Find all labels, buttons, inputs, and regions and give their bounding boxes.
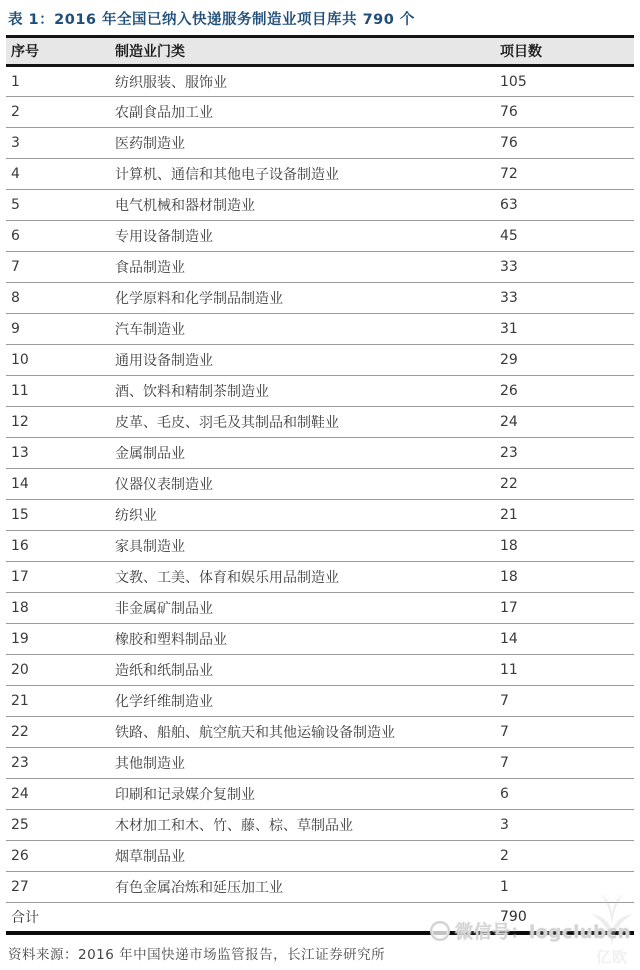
row-index: 16 <box>6 531 105 562</box>
project-count: 105 <box>490 66 634 97</box>
table-row <box>6 376 634 407</box>
industry-name: 仪器仪表制造业 <box>105 469 490 500</box>
row-index: 13 <box>6 438 105 469</box>
row-index: 24 <box>6 779 105 810</box>
row-index: 3 <box>6 128 105 159</box>
row-index: 11 <box>6 376 105 407</box>
table-row <box>6 531 634 562</box>
col-header-index: 序号 <box>6 37 105 66</box>
logo-label: 亿欧 <box>595 948 628 966</box>
table-row <box>6 686 634 717</box>
total-value: 790 <box>490 903 634 933</box>
table-row <box>6 66 634 97</box>
table-row <box>6 438 634 469</box>
industry-name: 化学纤维制造业 <box>105 686 490 717</box>
row-index: 5 <box>6 190 105 221</box>
row-index: 20 <box>6 655 105 686</box>
row-index: 25 <box>6 810 105 841</box>
table-row <box>6 159 634 190</box>
project-count: 23 <box>490 438 634 469</box>
table-row <box>6 97 634 128</box>
row-index: 15 <box>6 500 105 531</box>
industry-name: 家具制造业 <box>105 531 490 562</box>
industry-name: 有色金属冶炼和延压加工业 <box>105 872 490 903</box>
industry-name: 纺织业 <box>105 500 490 531</box>
project-count: 63 <box>490 190 634 221</box>
row-index: 23 <box>6 748 105 779</box>
project-count: 21 <box>490 500 634 531</box>
row-index: 21 <box>6 686 105 717</box>
industry-name: 农副食品加工业 <box>105 97 490 128</box>
table-row <box>6 314 634 345</box>
project-count: 2 <box>490 841 634 872</box>
industry-name: 食品制造业 <box>105 252 490 283</box>
table-body <box>6 66 634 903</box>
industry-name: 专用设备制造业 <box>105 221 490 252</box>
table-row <box>6 252 634 283</box>
project-count: 76 <box>490 97 634 128</box>
table-row <box>6 872 634 903</box>
table-row <box>6 810 634 841</box>
industry-name: 纺织服装、服饰业 <box>105 66 490 97</box>
total-spacer <box>105 903 490 933</box>
col-header-count: 项目数 <box>490 37 634 66</box>
table-row <box>6 345 634 376</box>
total-label: 合计 <box>6 903 105 933</box>
industry-name: 计算机、通信和其他电子设备制造业 <box>105 159 490 190</box>
industry-name: 金属制品业 <box>105 438 490 469</box>
project-count: 24 <box>490 407 634 438</box>
project-count: 33 <box>490 283 634 314</box>
table-row <box>6 283 634 314</box>
table-row <box>6 593 634 624</box>
industry-name: 汽车制造业 <box>105 314 490 345</box>
table-row <box>6 748 634 779</box>
project-count: 72 <box>490 159 634 190</box>
project-count: 26 <box>490 376 634 407</box>
project-count: 3 <box>490 810 634 841</box>
industry-name: 医药制造业 <box>105 128 490 159</box>
project-count: 7 <box>490 717 634 748</box>
table-row <box>6 841 634 872</box>
table-row <box>6 500 634 531</box>
row-index: 10 <box>6 345 105 376</box>
row-index: 27 <box>6 872 105 903</box>
project-count: 29 <box>490 345 634 376</box>
table-row <box>6 128 634 159</box>
project-count: 45 <box>490 221 634 252</box>
project-count: 11 <box>490 655 634 686</box>
col-header-industry: 制造业门类 <box>105 37 490 66</box>
table-row <box>6 655 634 686</box>
project-count: 14 <box>490 624 634 655</box>
industry-name: 铁路、船舶、航空航天和其他运输设备制造业 <box>105 717 490 748</box>
industry-name: 电气机械和器材制造业 <box>105 190 490 221</box>
row-index: 6 <box>6 221 105 252</box>
table-row <box>6 407 634 438</box>
industry-name: 木材加工和木、竹、藤、棕、草制品业 <box>105 810 490 841</box>
project-count: 33 <box>490 252 634 283</box>
industry-name: 化学原料和化学制品制造业 <box>105 283 490 314</box>
row-index: 9 <box>6 314 105 345</box>
row-index: 4 <box>6 159 105 190</box>
industry-name: 印刷和记录媒介复制业 <box>105 779 490 810</box>
project-count: 6 <box>490 779 634 810</box>
project-count: 22 <box>490 469 634 500</box>
total-row <box>6 903 634 933</box>
industry-name: 通用设备制造业 <box>105 345 490 376</box>
row-index: 14 <box>6 469 105 500</box>
row-index: 7 <box>6 252 105 283</box>
row-index: 12 <box>6 407 105 438</box>
row-index: 19 <box>6 624 105 655</box>
table-row <box>6 562 634 593</box>
project-count: 18 <box>490 562 634 593</box>
table-row <box>6 717 634 748</box>
project-count: 31 <box>490 314 634 345</box>
table-row <box>6 624 634 655</box>
wechat-id-text: 微信号：logclubcn <box>455 922 631 943</box>
industry-name: 烟草制品业 <box>105 841 490 872</box>
industry-name: 非金属矿制品业 <box>105 593 490 624</box>
industry-name: 造纸和纸制品业 <box>105 655 490 686</box>
row-index: 22 <box>6 717 105 748</box>
project-count: 7 <box>490 748 634 779</box>
project-count: 76 <box>490 128 634 159</box>
project-count: 7 <box>490 686 634 717</box>
projects-table <box>6 35 634 935</box>
row-index: 26 <box>6 841 105 872</box>
industry-name: 橡胶和塑料制品业 <box>105 624 490 655</box>
project-count: 17 <box>490 593 634 624</box>
row-index: 18 <box>6 593 105 624</box>
table-row <box>6 221 634 252</box>
industry-name: 其他制造业 <box>105 748 490 779</box>
industry-name: 酒、饮料和精制茶制造业 <box>105 376 490 407</box>
table-title: 表 1：2016 年全国已纳入快递服务制造业项目库共 790 个 <box>8 12 415 28</box>
row-index: 2 <box>6 97 105 128</box>
row-index: 17 <box>6 562 105 593</box>
row-index: 1 <box>6 66 105 97</box>
table-header-row <box>6 37 634 66</box>
table-row <box>6 779 634 810</box>
project-count: 18 <box>490 531 634 562</box>
industry-name: 皮革、毛皮、羽毛及其制品和制鞋业 <box>105 407 490 438</box>
industry-name: 文教、工美、体育和娱乐用品制造业 <box>105 562 490 593</box>
project-count: 1 <box>490 872 634 903</box>
table-row <box>6 190 634 221</box>
source-note: 资料来源：2016 年中国快递市场监管报告，长江证券研究所 <box>8 946 386 963</box>
row-index: 8 <box>6 283 105 314</box>
table-row <box>6 469 634 500</box>
